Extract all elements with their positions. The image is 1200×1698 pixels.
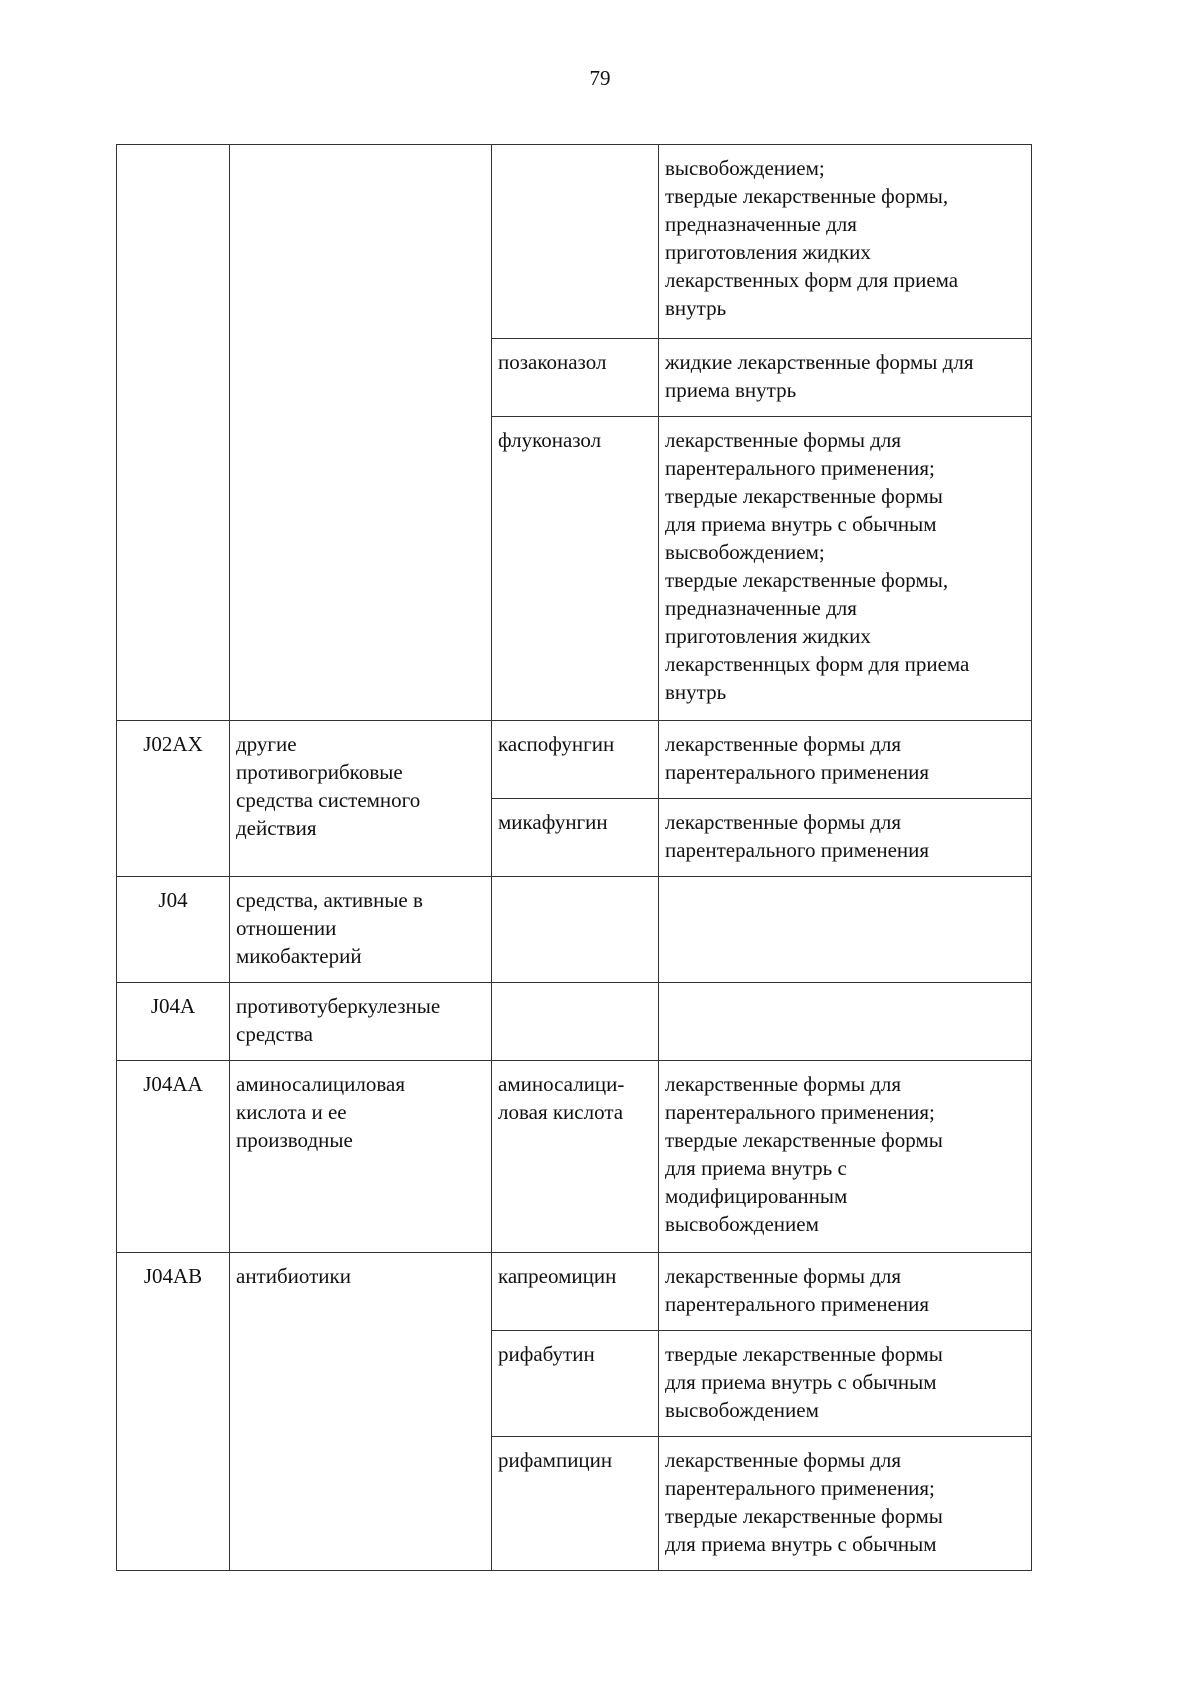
- atc-code-cell: [117, 145, 230, 721]
- text-line: для приема внутрь с: [665, 1156, 847, 1180]
- drug-name-cell: [492, 1331, 659, 1437]
- dosage-forms-cell: [659, 1331, 1032, 1437]
- text-line: парентерального применения;: [665, 456, 935, 480]
- text-line: лекарственные формы для: [665, 428, 902, 452]
- text-line: микафунгин: [498, 810, 608, 834]
- group-name-cell: [230, 877, 492, 983]
- text-line: антибиотики: [236, 1264, 351, 1288]
- text-line: высвобождением;: [665, 156, 825, 180]
- drug-name-cell: [492, 983, 659, 1061]
- text-line: средства, активные в: [236, 888, 423, 912]
- drug-name-cell: [492, 1061, 659, 1253]
- text-line: отношении: [236, 916, 337, 940]
- dosage-forms-cell: [659, 983, 1032, 1061]
- text-line: аминосалици-: [498, 1072, 625, 1096]
- text-line: производные: [236, 1128, 353, 1152]
- drug-name-cell: [492, 339, 659, 417]
- text-line: для приема внутрь с обычным: [665, 1532, 937, 1556]
- group-name-cell: [230, 145, 492, 721]
- drug-name-cell: [492, 799, 659, 877]
- drug-name-cell: [492, 145, 659, 339]
- text-line: твердые лекарственные формы: [665, 1504, 943, 1528]
- text-line: парентерального применения: [665, 1292, 930, 1316]
- dosage-forms-cell: [659, 145, 1032, 339]
- text-line: приема внутрь: [665, 378, 797, 402]
- atc-code-cell: J04AA: [117, 1061, 230, 1253]
- text-line: лекарственные формы для: [665, 1448, 902, 1472]
- text-line: средства: [236, 1022, 314, 1046]
- drug-name-cell: [492, 721, 659, 799]
- text-line: приготовления жидких: [665, 624, 871, 648]
- atc-code-cell: J04: [117, 877, 230, 983]
- drug-name-cell: [492, 417, 659, 721]
- table-row: [117, 721, 1032, 799]
- text-line: высвобождением: [665, 1212, 819, 1236]
- text-line: противотуберкулезные: [236, 994, 441, 1018]
- dosage-forms-cell: [659, 799, 1032, 877]
- text-line: кислота и ее: [236, 1100, 347, 1124]
- dosage-forms-cell: [659, 1437, 1032, 1571]
- text-line: внутрь: [665, 296, 727, 320]
- text-line: жидкие лекарственные формы для: [665, 350, 974, 374]
- text-line: парентерального применения;: [665, 1100, 935, 1124]
- text-line: лекарственные формы для: [665, 1264, 902, 1288]
- group-name-cell: [230, 1061, 492, 1253]
- table-row: [117, 877, 1032, 983]
- text-line: твердые лекарственные формы: [665, 484, 943, 508]
- table-row: [117, 1061, 1032, 1253]
- atc-code-cell: J02AX: [117, 721, 230, 877]
- text-line: рифампицин: [498, 1448, 613, 1472]
- dosage-forms-cell: [659, 877, 1032, 983]
- text-line: для приема внутрь с обычным: [665, 1370, 937, 1394]
- text-line: твердые лекарственные формы,: [665, 184, 949, 208]
- text-line: аминосалициловая: [236, 1072, 405, 1096]
- text-line: внутрь: [665, 680, 727, 704]
- atc-code-cell: J04A: [117, 983, 230, 1061]
- group-name-cell: [230, 721, 492, 877]
- table-row: [117, 1253, 1032, 1331]
- page-number: 79: [589, 66, 611, 90]
- text-line: твердые лекарственные формы: [665, 1128, 943, 1152]
- text-line: высвобождением: [665, 1398, 819, 1422]
- dosage-forms-cell: [659, 721, 1032, 799]
- text-line: лекарственные формы для: [665, 732, 902, 756]
- drug-name-cell: [492, 1437, 659, 1571]
- dosage-forms-cell: [659, 417, 1032, 721]
- text-line: рифабутин: [498, 1342, 595, 1366]
- text-line: микобактерий: [236, 944, 362, 968]
- text-line: лекарственные формы для: [665, 810, 902, 834]
- dosage-forms-cell: [659, 1061, 1032, 1253]
- text-line: средства системного: [236, 788, 421, 812]
- text-line: предназначенные для: [665, 596, 857, 620]
- text-line: парентерального применения: [665, 838, 930, 862]
- text-line: модифицированным: [665, 1184, 848, 1208]
- dosage-forms-cell: [659, 1253, 1032, 1331]
- text-line: действия: [236, 816, 317, 840]
- text-line: для приема внутрь с обычным: [665, 512, 937, 536]
- table-row: [117, 145, 1032, 339]
- drug-name-cell: [492, 877, 659, 983]
- text-line: позаконазол: [498, 350, 607, 374]
- text-line: ловая кислота: [498, 1100, 624, 1124]
- text-line: предназначенные для: [665, 212, 857, 236]
- group-name-cell: [230, 1253, 492, 1571]
- text-line: высвобождением;: [665, 540, 825, 564]
- text-line: лекарственнцых форм для приема: [665, 652, 970, 676]
- atc-code-cell: J04AB: [117, 1253, 230, 1571]
- text-line: парентерального применения: [665, 760, 930, 784]
- group-name-cell: [230, 983, 492, 1061]
- text-line: твердые лекарственные формы,: [665, 568, 949, 592]
- text-line: приготовления жидких: [665, 240, 871, 264]
- dosage-forms-cell: [659, 339, 1032, 417]
- text-line: парентерального применения;: [665, 1476, 935, 1500]
- text-line: твердые лекарственные формы: [665, 1342, 943, 1366]
- text-line: противогрибковые: [236, 760, 403, 784]
- text-line: флуконазол: [498, 428, 602, 452]
- text-line: другие: [236, 732, 297, 756]
- medicines-table: [116, 144, 1032, 1571]
- text-line: лекарственных форм для приема: [665, 268, 959, 292]
- drug-name-cell: [492, 1253, 659, 1331]
- table-row: [117, 983, 1032, 1061]
- text-line: капреомицин: [498, 1264, 617, 1288]
- text-line: каспофунгин: [498, 732, 615, 756]
- text-line: лекарственные формы для: [665, 1072, 902, 1096]
